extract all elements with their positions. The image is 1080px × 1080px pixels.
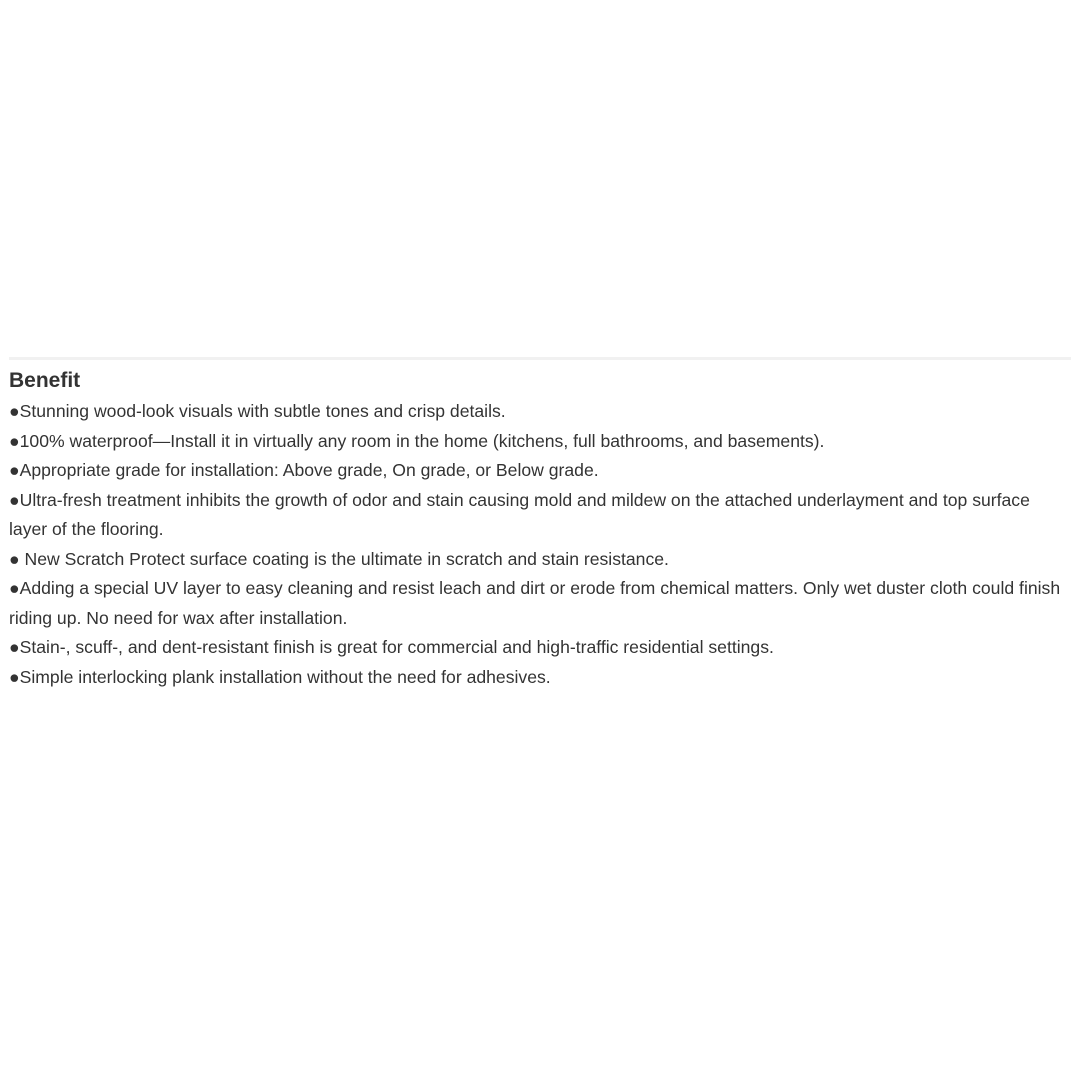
section-heading: Benefit <box>9 369 81 392</box>
benefit-item-3: ●Appropriate grade for installation: Above grade, On grade, or Below grade. <box>9 460 599 480</box>
benefit-item-5: ● New Scratch Protect surface coating is the ultimate in scratch and stain resistance. <box>9 548 669 569</box>
benefit-item-1: ●Stunning wood-look visuals with subtle tones and crisp details. <box>9 401 506 421</box>
benefit-section <box>9 357 1071 692</box>
benefit-item-8: ●Simple interlocking plank installation without the need for adhesives. <box>9 666 551 687</box>
benefit-item-2: ●100% waterproof—Install it in virtually any room in the home (kitchens, full bathrooms, and basements). <box>9 430 825 451</box>
benefit-list <box>9 397 1071 692</box>
benefit-item-4: ●Ultra-fresh treatment inhibits the growth of odor and stain causing mold and mildew on the attached underlayment and top surface layer of the flooring. <box>9 489 1030 539</box>
benefit-item-6: ●Adding a special UV layer to easy cleaning and resist leach and dirt or erode from chemical matters. Only wet duster cloth could finish riding up. No need for wax after installation. <box>9 578 1061 628</box>
benefit-item-7: ●Stain-, scuff-, and dent-resistant finish is great for commercial and high-traffic residential settings. <box>9 637 774 657</box>
section-divider <box>9 357 1071 360</box>
